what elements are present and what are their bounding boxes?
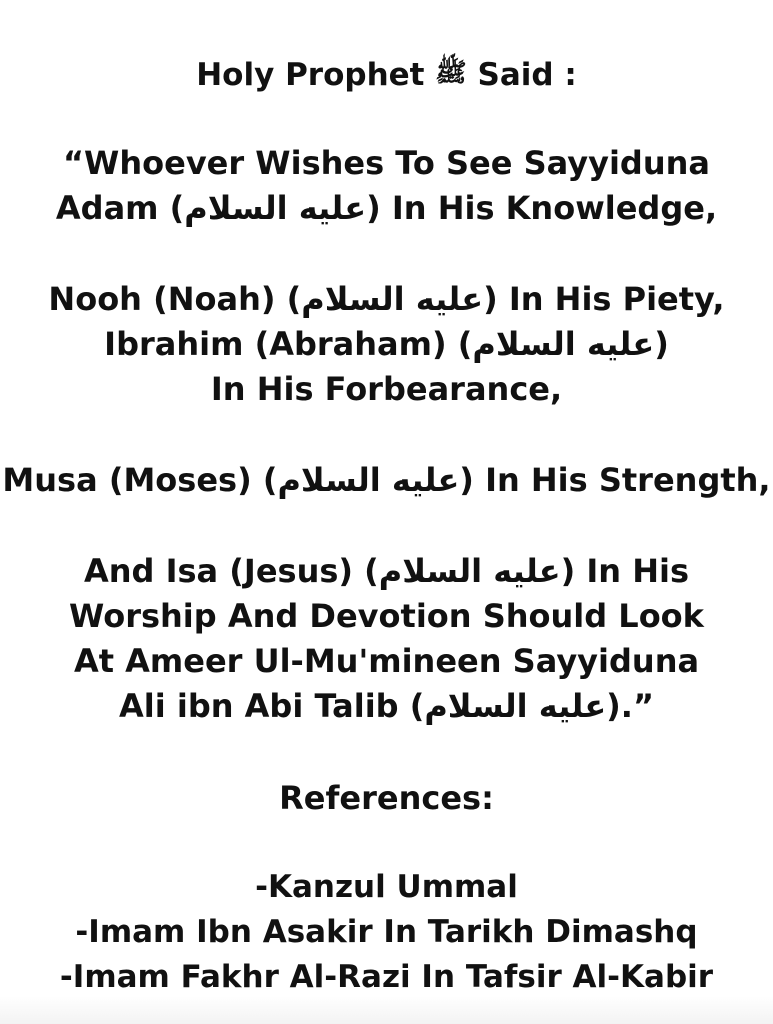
honorific-symbol: ﷺ xyxy=(435,58,467,88)
references-heading: References: xyxy=(279,779,494,817)
quote-line: Ibrahim (Abraham) (عليه السلام) xyxy=(104,325,669,363)
reference-item: -Imam Fakhr Al-Razi In Tafsir Al-Kabir xyxy=(59,959,714,995)
quote-line: And Isa (Jesus) (عليه السلام) In His xyxy=(84,552,689,590)
quote-line: Worship And Devotion Should Look xyxy=(69,597,704,635)
quote-line: Ali ibn Abi Talib (عليه السلام).” xyxy=(119,687,654,725)
title-text-end: Said : xyxy=(466,57,577,93)
bottom-edge-shade xyxy=(0,996,773,1024)
quote-line: Nooh (Noah) (عليه السلام) In His Piety, xyxy=(48,280,725,318)
title-text-start: Holy Prophet xyxy=(196,57,436,93)
quote-line: At Ameer Ul-Mu'mineen Sayyiduna xyxy=(73,642,700,680)
quote-line: In His Forbearance, xyxy=(210,370,563,408)
quote-line: “Whoever Wishes To See Sayyiduna xyxy=(63,144,710,182)
reference-item: -Kanzul Ummal xyxy=(255,869,518,905)
reference-item: -Imam Ibn Asakir In Tarikh Dimashq xyxy=(75,914,698,950)
title-line xyxy=(0,52,773,96)
quote-line: Musa (Moses) (عليه السلام) In His Strength, xyxy=(2,461,771,499)
quote-line: Adam (عليه السلام) In His Knowledge, xyxy=(55,189,718,227)
